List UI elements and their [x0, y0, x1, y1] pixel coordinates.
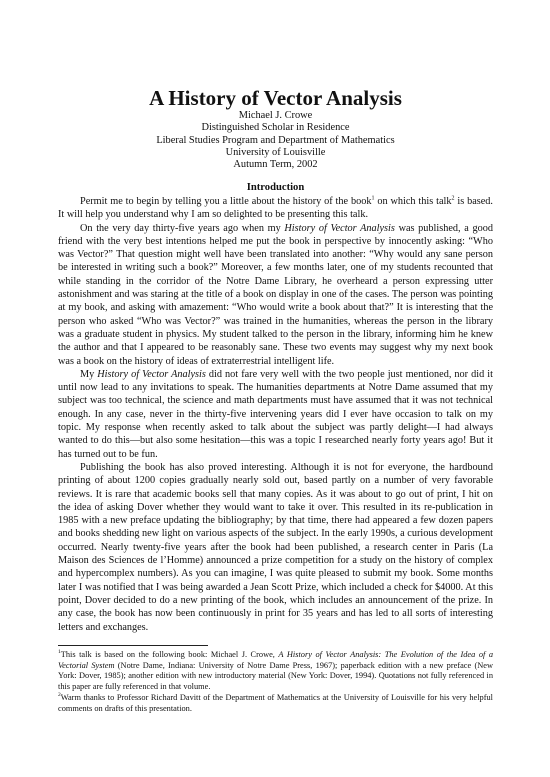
footnotes — [58, 650, 493, 715]
affiliation-line: University of Louisville — [225, 146, 326, 158]
footnote: $^1$This talk is based on the following book: Michael J. Crowe, A History of Vector Analysis: The Evolution of the Idea of a Vectorial System (Notre Dame, Indiana: University of Notre Dame Press, 1967); paperback edition with a new preface (New York: Dover, 1985); another edition with new introductory material (New York: Dover, 1994). Quotations not fully referenced in this paper are fully referenced in that volume. — [58, 649, 494, 691]
footnote-marker: 2 — [451, 195, 455, 202]
body-paragraph: My History of Vector Analysis did not fare very well with the two people just mentioned, nor did it until now lead to any invitations to speak. The humanities departments at Notre Dame assumed that my subject was too technical, the science and math departments must have assumed that it was not technical enough. In any case, never in the thirty-five intervening years did I ever have occasion to talk on my topic. My response when recently asked to talk about the subject was partly delight—I had always wanted to do this—but also some hesitation—this was a topic I researched nearly forty years ago! But it has turned out to be fun. — [58, 368, 493, 460]
body-paragraph: On the very day thirty-five years ago when my History of Vector Analysis was published, a good friend with the very best intentions helped me put the book in perspective by innocently asking: “Who was Vector?” That question might well have been translated into another: “Why would any sane person be interested in writing such a book?” Moreover, a few months later, one of my students recounted that while standing in the corridor of the Notre Dame Library, he overheard a person expressing utter astonishment and was staring at the title of a book on display in one of the cases. The person was pointing at my book, and asking with amazement: “Who would write a book about that?” It is interesting that the person who asked “Who was Vector?” was trained in the humanities, whereas the person in the library was a graduate student in physics. My student talked to the person in the library, informing him he knew the author and that I appeared to be reasonably sane. These two events may suggest why my next book was a book on the history of ideas of extraterrestrial intelligent life. — [58, 222, 493, 367]
section-heading: Introduction — [246, 182, 305, 193]
italic-title: A History of Vector Analysis: The Evolution of the Idea of a Vectorial System — [58, 650, 494, 670]
italic-title: History of Vector Analysis — [97, 368, 206, 380]
affiliation-line: Liberal Studies Program and Department of Mathematics — [156, 134, 395, 146]
footnote-rule — [58, 645, 208, 646]
affiliation-line: Distinguished Scholar in Residence — [201, 122, 350, 134]
footnote-marker: 2 — [58, 692, 61, 699]
italic-title: History of Vector Analysis — [284, 222, 395, 234]
author-name: Michael J. Crowe — [238, 110, 313, 121]
body-text — [58, 195, 493, 634]
paper-title: A History of Vector Analysis — [149, 86, 402, 110]
footnote-marker: 1 — [58, 649, 61, 656]
date-line: Autumn Term, 2002 — [233, 159, 318, 171]
author-block — [58, 110, 493, 171]
footnote-marker: 1 — [371, 195, 375, 202]
footnote: $^2$Warm thanks to Professor Richard Davitt of the Department of Mathematics at the University of Louisville for his very helpful comments on drafts of this presentation. — [58, 692, 493, 713]
body-paragraph: Publishing the book has also proved interesting. Although it is not for everyone, the hardbound printing of about 1200 copies gradually nearly sold out, based partly on a number of very favorable reviews. It is rare that academic books sell that many copies. As it was about to go out of print, I hit on the idea of asking Dover whether they would want to take it over. This resulted in its re-publication in 1985 with a new preface updating the bibliography; by that time, there had appeared a few dozen papers and books shedding new light on various aspects of the subject. In the early 1990s, a curious development occurred. Nearly twenty-five years after the book had been published, a research center in Paris (La Maison des Sciences de l’Homme) announced a prize competition for a study on the history of complex and hypercomplex numbers). As you can imagine, I was quite pleased to submit my book. Some months later I was notified that I was being awarded a Jean Scott Prize, which included a check for $4000. At this point, Dover decided to do a new printing of the book, which includes an announcement of the prize. In any case, the book has now been continuously in print for 35 years and has led to all sorts of interesting letters and exchanges. — [58, 461, 493, 633]
body-paragraph: Permit me to begin by telling you a little about the history of the book$^1$ on which this talk$^2$ is based. It will help you understand why I am so delighted to be presenting this talk. — [58, 195, 493, 221]
